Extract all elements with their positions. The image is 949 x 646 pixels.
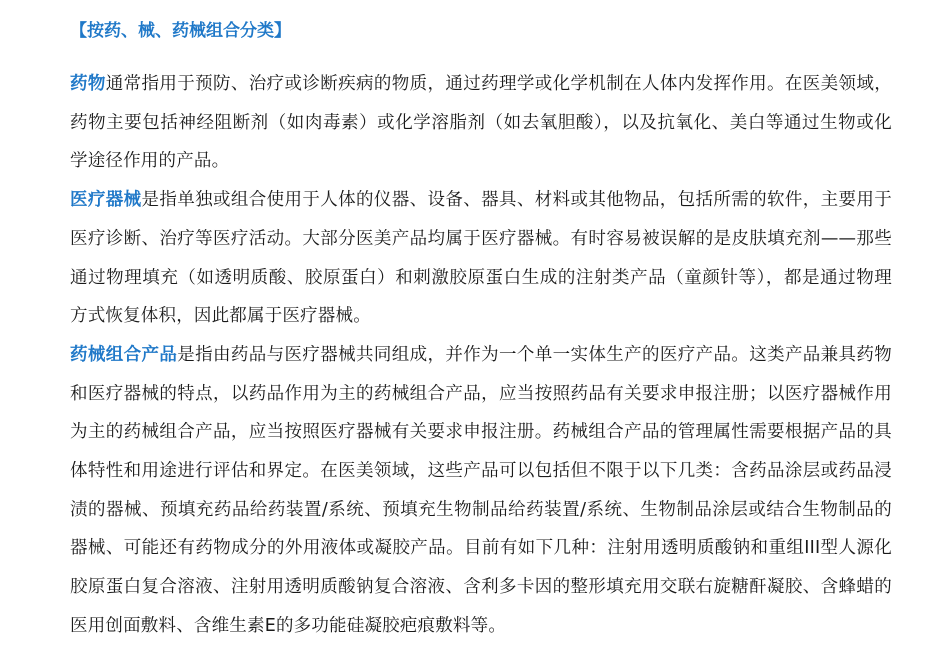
section-title: 【按药、械、药械组合分类】 xyxy=(70,21,291,41)
term-medical-device: 医疗器械 xyxy=(70,190,142,211)
paragraph-combination-product-text: 是指由药品与医疗器械共同组成，并作为一个单一实体生产的医疗产品。这类产品兼具药物和医疗器械的特点，以药品作用为主的药械组合产品，应当按照药品有关要求申报注册；以医疗器械作用为主的药械组合产品，应当按照医疗器械有关要求申报注册。药械组合产品的管理属性需要根据产品的具体特性和用途进行评估和界定。在医美领域，这些产品可以包括但不限于以下几类：含药品涂层或药品浸渍的器械、预填充药品给药装置/系统、预填充生物制品给药装置/系统、生物制品涂层或结合生物制品的器械、可能还有药物成分的外用液体或凝胶产品。目前有如下几种：注射用透明质酸钠和重组III型人源化胶原蛋白复合溶液、注射用透明质酸钠复合溶液、含利多卡因的整形填充用交联右旋糖酐凝胶、含蜂蜡的医用创面敷料、含维生素E的多功能硅凝胶疤痕敷料等。 xyxy=(70,344,893,636)
term-combination-product: 药械组合产品 xyxy=(70,344,178,365)
paragraph-combination-product xyxy=(70,336,892,646)
document-body xyxy=(70,0,892,646)
term-drug: 药物 xyxy=(70,74,106,94)
paragraph-medical-device-text: 是指单独或组合使用于人体的仪器、设备、器具、材料或其他物品，包括所需的软件，主要用于医疗诊断、治疗等医疗活动。大部分医美产品均属于医疗器械。有时容易被误解的是皮肤填充剂——那些通过物理填充（如透明质酸、胶原蛋白）和刺激胶原蛋白生成的注射类产品（童颜针等），都是通过物理方式恢复体积，因此都属于医疗器械。 xyxy=(70,190,892,327)
paragraph-medical-device xyxy=(70,181,892,336)
paragraph-drug-text: 通常指用于预防、治疗或诊断疾病的物质，通过药理学或化学机制在人体内发挥作用。在医美领域，药物主要包括神经阻断剂（如肉毒素）或化学溶脂剂（如去氧胆酸），以及抗氧化、美白等通过生物或化学途径作用的产品。 xyxy=(70,74,892,172)
paragraph-drug xyxy=(70,65,892,181)
